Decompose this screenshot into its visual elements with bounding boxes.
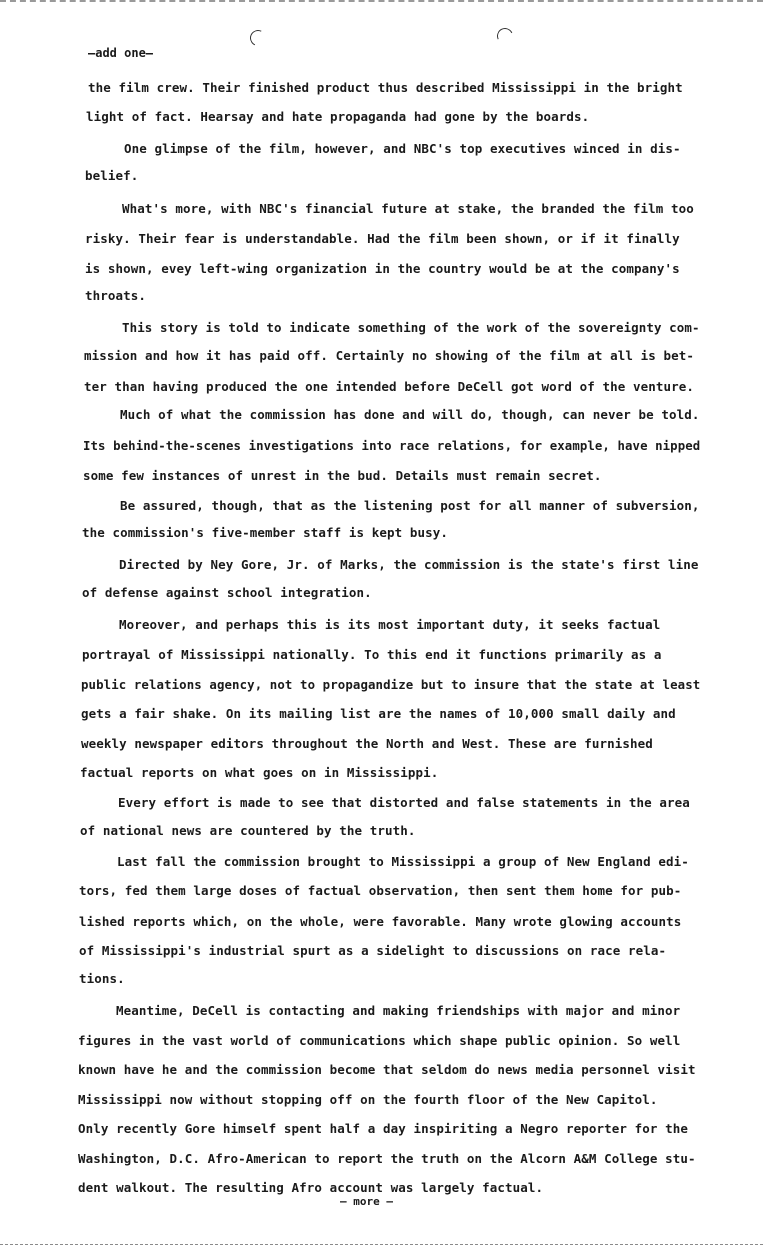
text-line: belief.: [85, 168, 139, 183]
text-line: What's more, with NBC's financial future at stake, the branded the film too: [122, 201, 694, 216]
text-line: portrayal of Mississippi nationally. To this end it functions primarily as a: [82, 647, 662, 662]
text-line: risky. Their fear is understandable. Had the film been shown, or if it finally: [85, 231, 680, 246]
text-line: factual reports on what goes on in Mississippi.: [80, 765, 439, 780]
page-header: —add one—: [88, 46, 154, 60]
text-line: gets a fair shake. On its mailing list are the names of 10,000 small daily and: [81, 706, 676, 721]
punch-hole-mark: [495, 26, 516, 47]
text-line: known have he and the commission become that seldom do news media personnel visit: [78, 1062, 696, 1077]
text-line: light of fact. Hearsay and hate propaganda had gone by the boards.: [86, 109, 590, 124]
page-footer: — more —: [340, 1195, 393, 1208]
text-line: Meantime, DeCell is contacting and making friendships with major and minor: [116, 1003, 681, 1018]
text-line: lished reports which, on the whole, were favorable. Many wrote glowing accounts: [79, 914, 682, 929]
text-line: Last fall the commission brought to Mississippi a group of New England edi-: [117, 854, 689, 869]
text-line: Be assured, though, that as the listening post for all manner of subversion,: [120, 498, 700, 513]
text-line: Mississippi now without stopping off on the fourth floor of the New Capitol.: [78, 1092, 658, 1107]
text-line: This story is told to indicate something of the work of the sovereignty com-: [122, 320, 700, 335]
text-line: ter than having produced the one intended before DeCell got word of the venture.: [84, 379, 695, 394]
text-line: throats.: [85, 288, 147, 303]
text-line: dent walkout. The resulting Afro account was largely factual.: [78, 1180, 544, 1195]
text-line: public relations agency, not to propagandize but to insure that the state at least: [81, 677, 701, 692]
page-bottom-edge: [0, 1244, 763, 1249]
text-line: Directed by Ney Gore, Jr. of Marks, the commission is the state's first line: [119, 557, 699, 572]
text-line: figures in the vast world of communications which shape public opinion. So well: [78, 1033, 681, 1048]
text-line: of Mississippi's industrial spurt as a sidelight to discussions on race rela-: [79, 943, 667, 958]
text-line: is shown, evey left-wing organization in the country would be at the company's: [85, 261, 680, 276]
text-line: tions.: [79, 971, 125, 986]
text-line: One glimpse of the film, however, and NBC's top executives winced in dis-: [124, 141, 681, 156]
text-line: Every effort is made to see that distorted and false statements in the area: [118, 795, 690, 810]
text-line: Only recently Gore himself spent half a day inspiriting a Negro reporter for the: [78, 1121, 689, 1136]
text-line: of defense against school integration.: [82, 585, 372, 600]
text-line: of national news are countered by the truth.: [80, 823, 416, 838]
text-line: tors, fed them large doses of factual observation, then sent them home for pub-: [79, 883, 682, 898]
text-line: Much of what the commission has done and will do, though, can never be told.: [120, 407, 700, 422]
text-line: the commission's five-member staff is kept busy.: [82, 525, 449, 540]
text-line: some few instances of unrest in the bud. Details must remain secret.: [83, 468, 602, 483]
text-line: Moreover, and perhaps this is its most important duty, it seeks factual: [119, 617, 661, 632]
text-line: weekly newspaper editors throughout the North and West. These are furnished: [81, 736, 653, 751]
text-line: Washington, D.C. Afro-American to report the truth on the Alcorn A&M College stu-: [78, 1151, 696, 1166]
text-line: mission and how it has paid off. Certainly no showing of the film at all is bet-: [84, 348, 695, 363]
text-line: Its behind-the-scenes investigations into race relations, for example, have nipped: [83, 438, 701, 453]
punch-hole-mark: [248, 28, 269, 49]
text-line: the film crew. Their finished product thus described Mississippi in the bright: [88, 80, 683, 95]
page-top-edge: [0, 0, 763, 6]
